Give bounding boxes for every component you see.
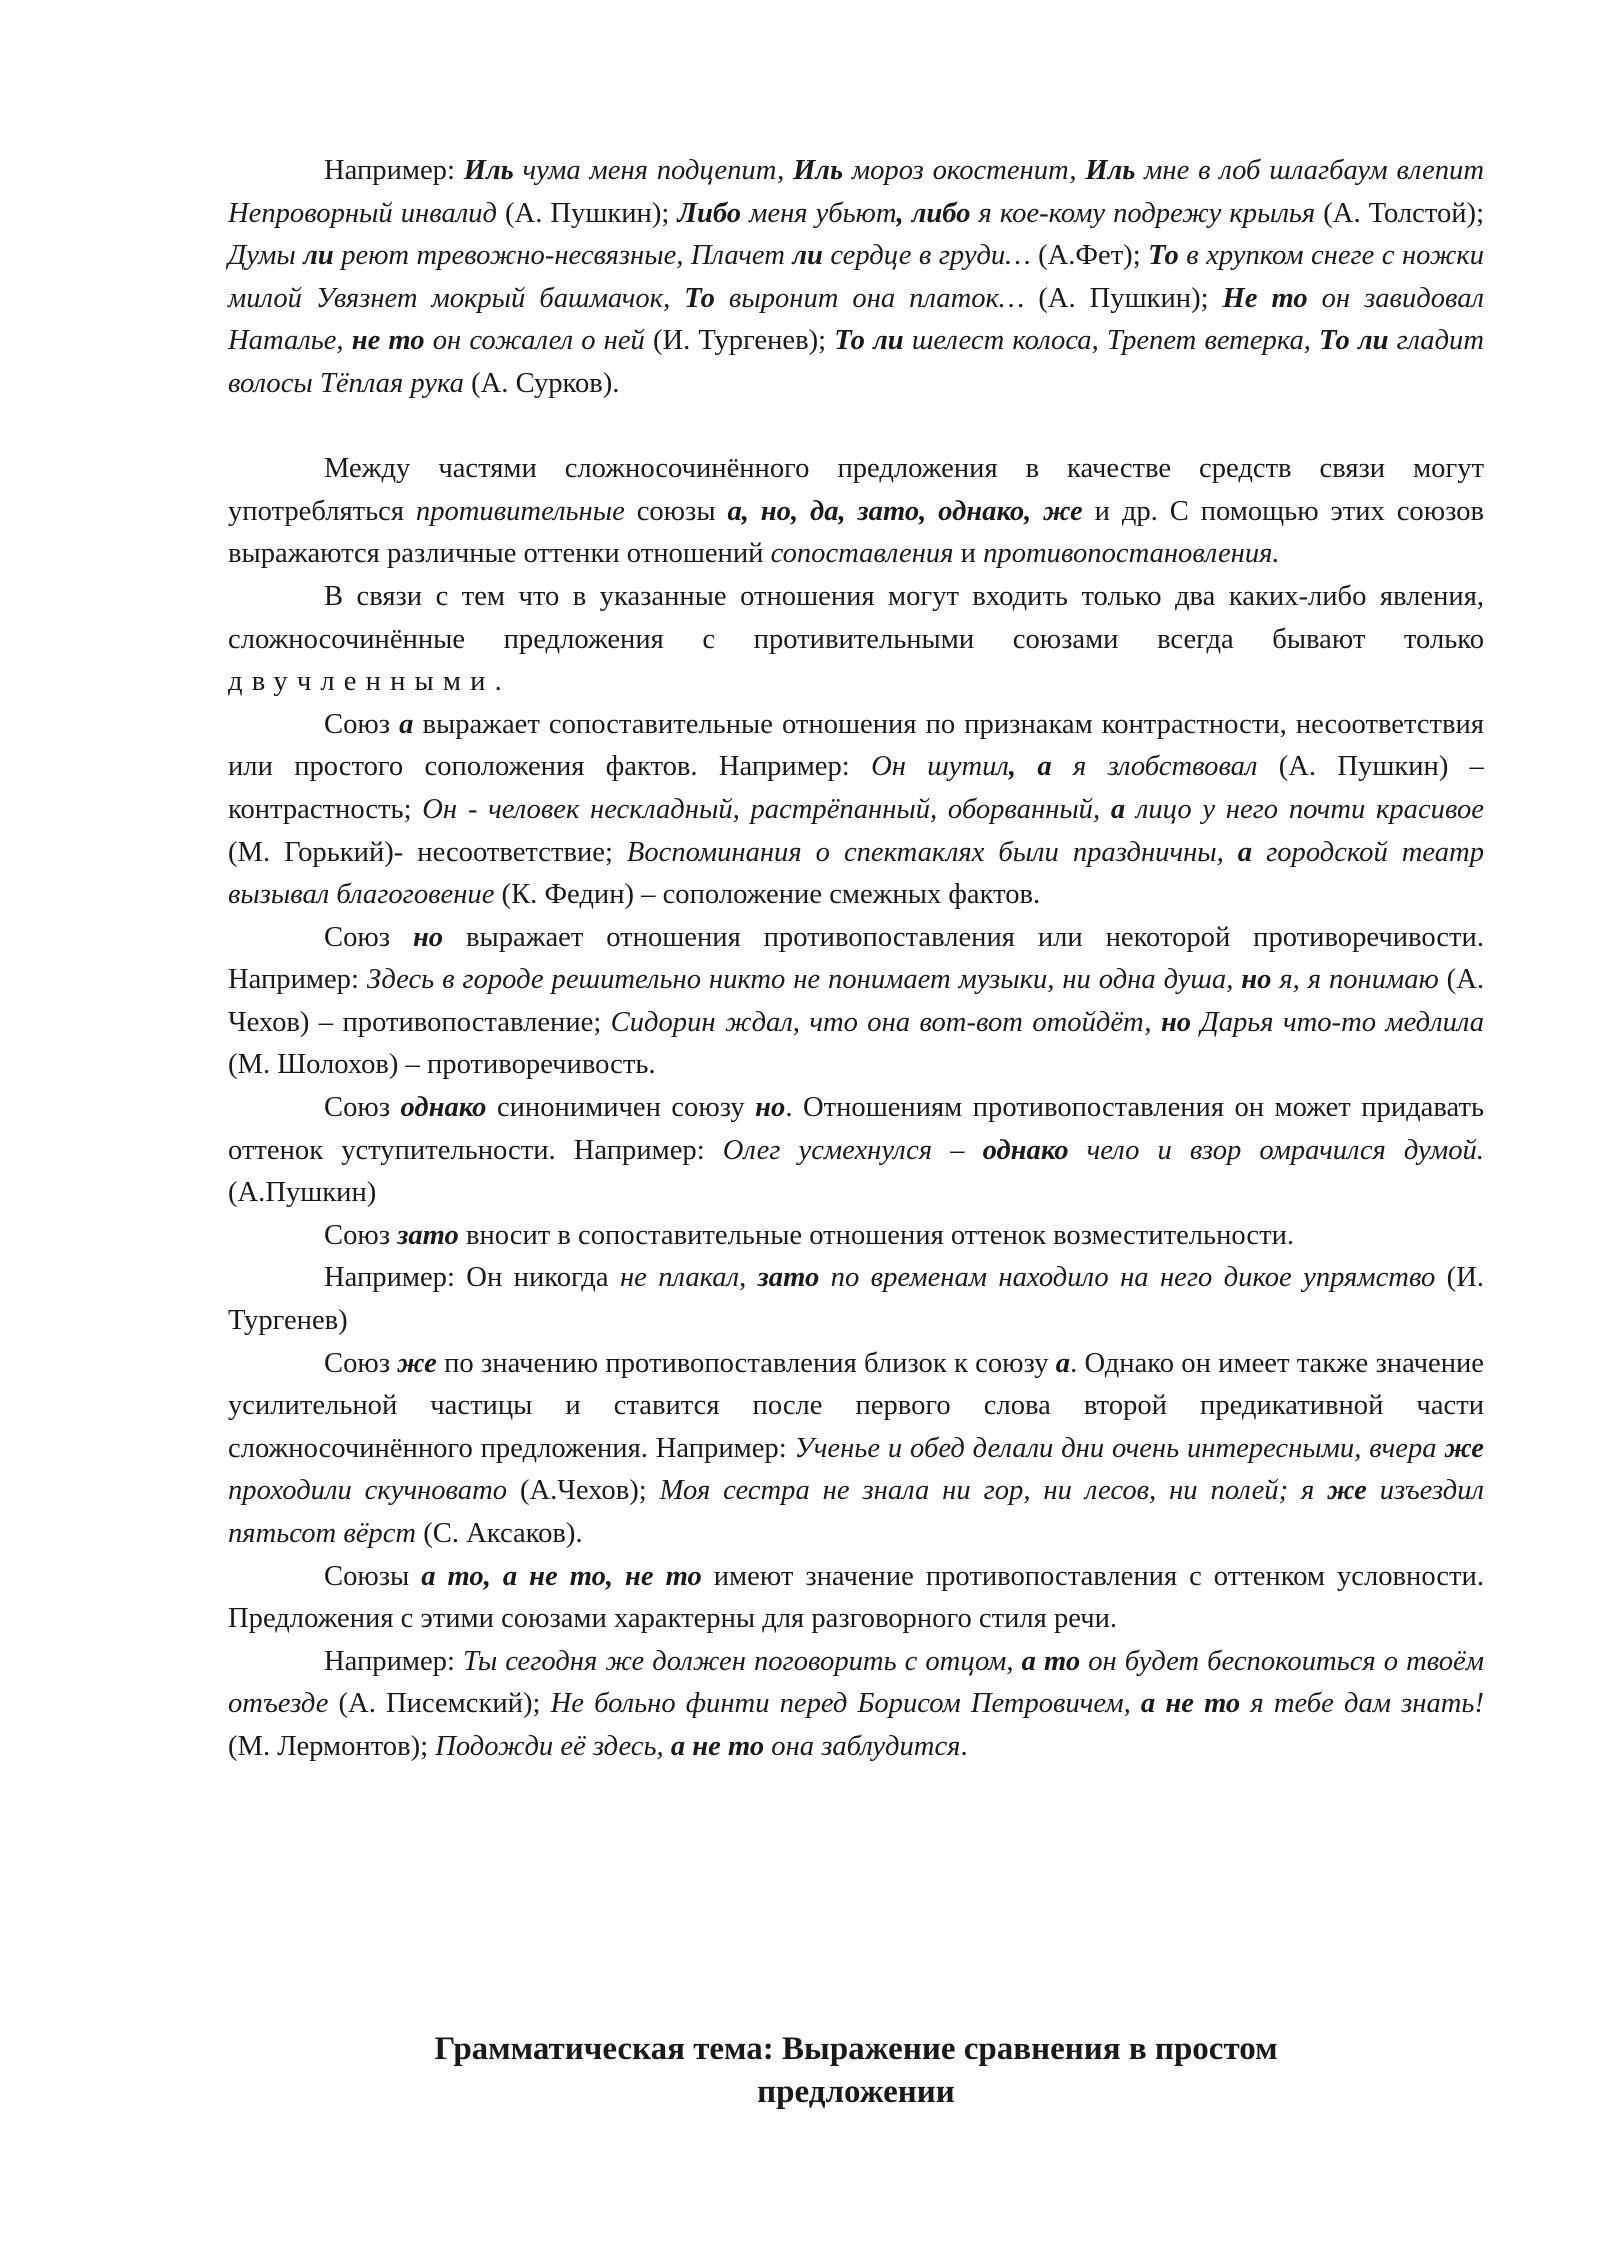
body-text: Союз	[324, 921, 413, 953]
emphasized-conjunction: не то	[351, 325, 425, 357]
example-text: я кое-кому подрежу крылья	[970, 197, 1316, 229]
emphasized-conjunction: , а	[1008, 751, 1052, 783]
example-text: я, я понимаю	[1271, 964, 1439, 996]
emphasized-conjunction: а	[1055, 1347, 1071, 1379]
example-text: лицо у него почти красивое	[1125, 793, 1484, 825]
body-text: (А. Пушкин);	[496, 197, 678, 229]
body-text: (А. Толстой);	[1315, 197, 1485, 229]
section-heading	[228, 2028, 1484, 2114]
paragraph-union-no	[228, 917, 1484, 1087]
emphasized-conjunction: а	[1237, 836, 1253, 868]
body-text: (А. Сурков).	[463, 367, 620, 399]
example-text: чума меня подцепит,	[513, 155, 794, 186]
body-text: союзы	[624, 495, 728, 527]
example-text: меня убьют	[741, 197, 897, 229]
emphasized-conjunction: Иль	[793, 155, 844, 186]
body-text: (И. Тургенев);	[644, 325, 835, 357]
example-text: он завидовал Наталье,	[228, 282, 1484, 357]
example-text: Здесь в городе решительно никто не понимает музыки, ни одна душа,	[366, 964, 1242, 996]
example-text: он сожалел о ней	[424, 325, 645, 357]
body-text: (М. Шолохов) – противоречивость.	[228, 1049, 656, 1081]
example-text: проходили скучновато	[228, 1475, 508, 1507]
paragraph-union-zhe	[228, 1343, 1484, 1556]
body-text: . Однако он имеет также значение усилительной частицы и ставится после первого слова второй предикативной части сложносочинённого предложения. Например:	[228, 1347, 1484, 1464]
example-text: Ученье и обед делали дни очень интересными, вчера	[794, 1432, 1445, 1464]
body-text: и др. С помощью этих союзов выражаются различные оттенки отношений	[228, 495, 1484, 570]
body-text: вносит в сопоставительные отношения оттенок возместительности.	[458, 1219, 1295, 1251]
example-text: она заблудится	[764, 1730, 961, 1762]
body-text: Между частями сложносочинённого предложения в качестве средств связи могут употребляться	[228, 453, 1484, 527]
body-text: Например:	[324, 1645, 463, 1677]
body-text: Союз	[324, 1092, 401, 1124]
paragraph-zato-example	[228, 1257, 1484, 1342]
example-text: в хрупком снеге с ножки милой Увязнет мокрый башмачок,	[228, 240, 1484, 314]
section-heading-line-1: Грамматическая тема: Выражение сравнения в простом	[434, 2031, 1278, 2067]
emphasized-conjunction: а то, а не то, не то	[421, 1560, 702, 1592]
example-text: чело и взор омрачился думой.	[1068, 1134, 1484, 1166]
body-text: (И. Тургенев)	[228, 1262, 1485, 1337]
emphasized-conjunction: но	[412, 921, 444, 953]
example-text: Он - человек нескладный, растрёпанный, оборванный,	[422, 793, 1111, 825]
body-text: (К. Федин) – соположение смежных фактов.	[494, 879, 1041, 911]
emphasized-conjunction: же	[1444, 1432, 1484, 1464]
example-text: сопоставления	[770, 538, 954, 570]
example-text: Он шутил	[871, 751, 1009, 783]
emphasized-conjunction: зато	[757, 1262, 820, 1294]
body-text: выражает сопоставительные отношения по признакам контрастности, несоответствия или простого соположения фактов. Например:	[228, 708, 1484, 783]
example-text: городской театр вызывал благоговение	[228, 836, 1484, 911]
emphasized-conjunction: же	[397, 1347, 437, 1379]
emphasized-conjunction: но	[755, 1092, 786, 1124]
emphasized-conjunction: но	[1160, 1006, 1192, 1038]
emphasized-conjunction: Иль	[1085, 155, 1136, 186]
paragraph-two-part	[228, 576, 1484, 704]
section-heading-line-2: предложении	[757, 2074, 955, 2110]
body-text: Например: Он никогда	[324, 1262, 620, 1294]
body-text: (М. Горький)- несоответствие;	[228, 836, 627, 868]
emphasized-conjunction: однако	[400, 1092, 487, 1124]
body-text: .	[494, 666, 502, 698]
emphasized-conjunction: а не то	[670, 1730, 765, 1762]
emphasized-conjunction: же	[1327, 1475, 1367, 1507]
example-text: Дарья что-то медлила	[1191, 1006, 1484, 1038]
example-text: шелест колоса, Трепет ветерка,	[903, 325, 1320, 357]
example-text: Олег усмехнулся –	[722, 1134, 983, 1166]
body-text: синонимичен союзу	[486, 1092, 756, 1124]
example-text: Сидорин ждал, что она вот-вот отойдёт,	[610, 1006, 1161, 1038]
body-text: (А.Пушкин)	[228, 1177, 377, 1209]
body-text: (А.Фет);	[1030, 240, 1149, 272]
example-text: сердце в груди…	[822, 240, 1031, 272]
example-text: Ты сегодня же должен поговорить с отцом,	[462, 1645, 1022, 1677]
example-text: я тебе дам знать!	[1240, 1688, 1484, 1720]
emphasized-conjunction: но	[1241, 964, 1272, 996]
example-text: гладит волосы Тёплая рука	[228, 325, 1484, 399]
paragraph-unions-ato	[228, 1556, 1484, 1641]
body-text: Союз	[324, 1347, 398, 1379]
emphasized-conjunction: зато	[397, 1219, 459, 1251]
emphasized-conjunction: Иль	[463, 155, 514, 186]
body-text: (А. Писемский);	[328, 1688, 551, 1720]
emphasized-conjunction: То	[684, 282, 715, 314]
paragraph-union-odnako	[228, 1087, 1484, 1215]
body-text: (А. Чехов) – противопоставление;	[228, 964, 1484, 1038]
paragraph-union-zato	[228, 1215, 1484, 1258]
example-text: по временам находило на него дикое упрямство	[819, 1262, 1436, 1294]
example-text: я злобствовал	[1051, 751, 1258, 783]
emphasized-conjunction: однако	[982, 1134, 1069, 1166]
example-text: он будет беспокоиться о твоём отъезде	[228, 1645, 1484, 1720]
emphasized-conjunction: , либо	[896, 197, 971, 229]
example-text: выронит она платок…	[714, 282, 1025, 314]
emphasized-conjunction: а	[399, 708, 414, 740]
emphasized-conjunction: ли	[303, 240, 334, 272]
document-body	[228, 150, 1484, 1769]
example-text: изъездил пятьсот вёрст	[228, 1475, 1485, 1549]
emphasized-conjunction: Либо	[677, 197, 742, 229]
body-text: .	[960, 1730, 968, 1762]
body-text: имеют значение противопоставления с оттенком условности. Предложения с этими союзами характерны для разговорного стиля речи.	[228, 1560, 1485, 1635]
body-text: Например:	[324, 155, 464, 186]
example-text: мне в лоб шлагбаум влепит Непроворный инвалид	[228, 155, 1484, 229]
paragraph-union-a	[228, 704, 1484, 917]
body-text: (А.Чехов);	[507, 1475, 660, 1507]
spaced-term: двучленными	[228, 666, 495, 698]
emphasized-conjunction: ли	[792, 240, 823, 272]
body-text: (А. Пушкин);	[1024, 282, 1223, 314]
emphasized-conjunction: а	[1110, 793, 1126, 825]
body-text: (С. Аксаков).	[416, 1518, 583, 1549]
emphasized-conjunction: а не то	[1140, 1688, 1241, 1720]
example-text: Подожди её здесь,	[435, 1730, 671, 1762]
body-text: выражает отношения противопоставления или некоторой противоречивости. Например:	[228, 921, 1484, 996]
example-text: Моя сестра не знала ни гор, ни лесов, ни полей; я	[659, 1475, 1328, 1507]
example-text: Думы	[228, 240, 304, 272]
emphasized-conjunction: а, но, да, зато, однако, же	[727, 495, 1083, 527]
emphasized-conjunction: а то	[1021, 1645, 1081, 1677]
emphasized-conjunction: То ли	[1319, 325, 1389, 357]
emphasized-conjunction: Не то	[1222, 282, 1308, 314]
example-text: реют тревожно-несвязные, Плачет	[333, 240, 793, 272]
paragraph-examples-disjunctive	[228, 150, 1484, 406]
paragraph-adversative-intro	[228, 448, 1484, 576]
example-text: Не больно финти перед Борисом Петровичем,	[550, 1688, 1141, 1720]
body-text: и	[953, 538, 984, 570]
body-text: Союзы	[324, 1560, 422, 1592]
emphasized-conjunction: То ли	[834, 325, 904, 357]
body-text: (А. Пушкин) – контрастность;	[228, 751, 1484, 825]
example-text: противительные	[415, 495, 625, 527]
body-text: В связи с тем что в указанные отношения могут входить только два каких-либо явления, сложносочинённые предложения с противительными союзами всегда бывают только	[228, 580, 1484, 655]
example-text: Воспоминания о спектаклях были праздничны,	[626, 836, 1238, 868]
body-text: (М. Лермонтов);	[228, 1730, 436, 1762]
paragraph-ato-examples	[228, 1641, 1484, 1769]
example-text: не плакал,	[619, 1262, 758, 1294]
body-text: Союз	[324, 1219, 398, 1251]
body-text: . Отношениям противопоставления он может придавать оттенок уступительности. Например:	[228, 1092, 1484, 1166]
example-text: мороз окостенит,	[843, 155, 1086, 186]
body-text: Союз	[324, 708, 400, 740]
emphasized-conjunction: То	[1148, 240, 1179, 272]
example-text: противопостановления.	[983, 538, 1280, 570]
body-text: по значению противопоставления близок к союзу	[436, 1347, 1056, 1379]
